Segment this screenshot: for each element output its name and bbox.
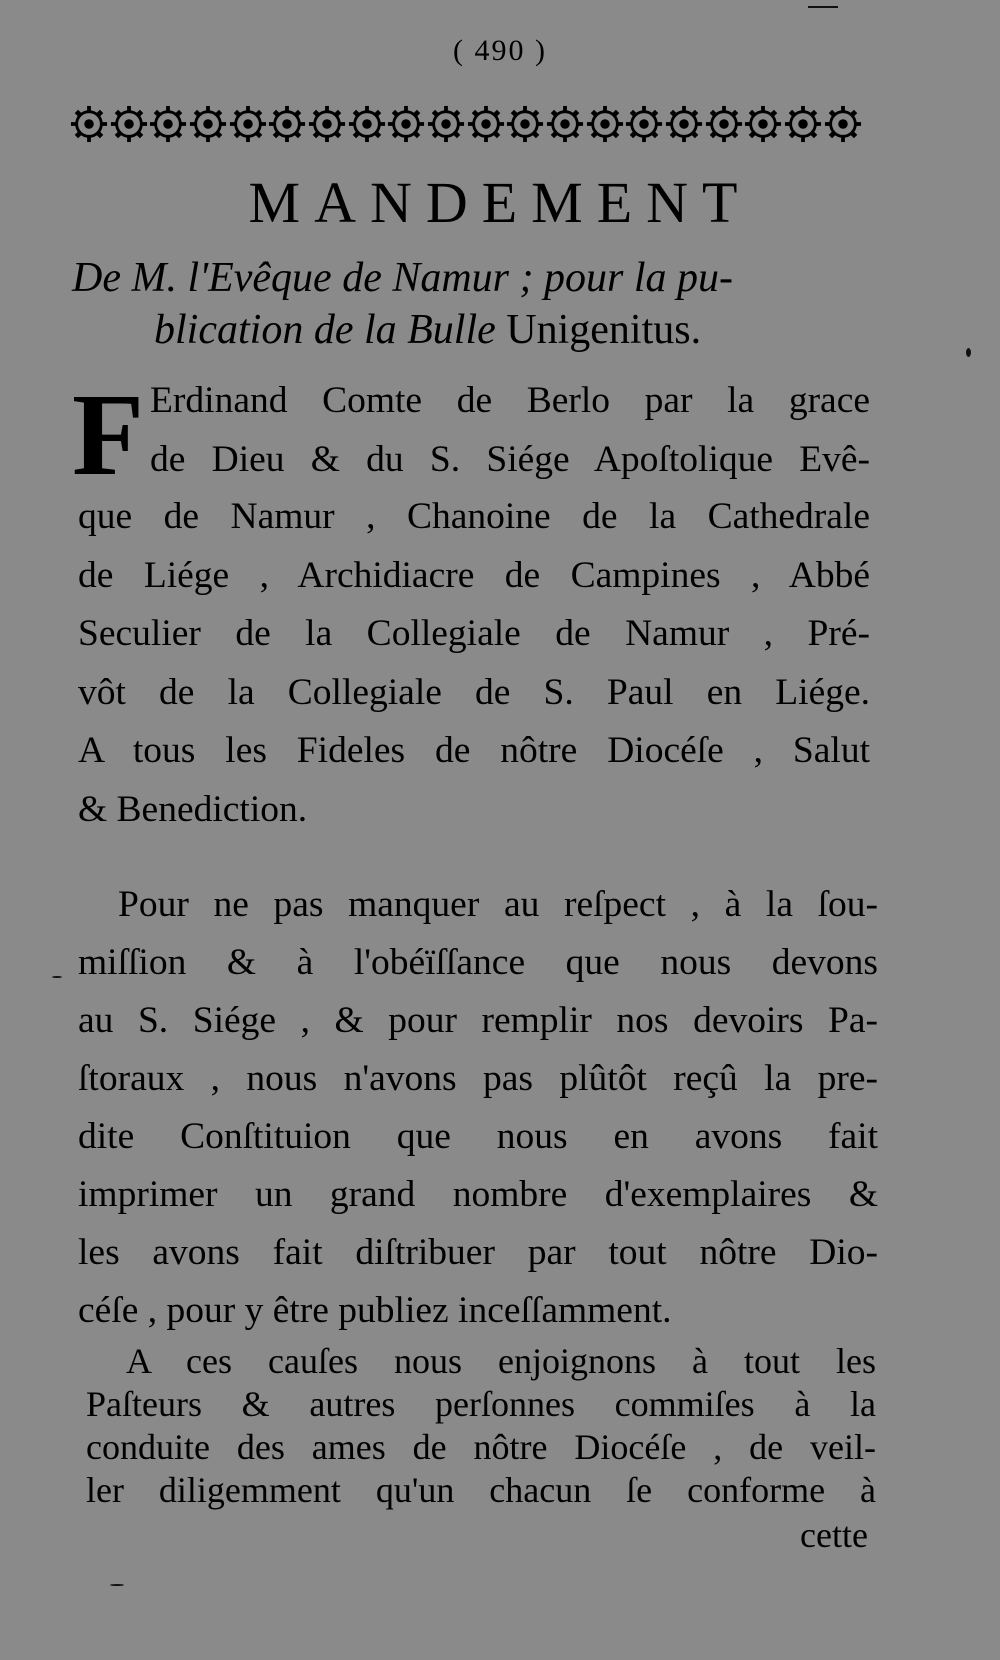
ornamental-border (70, 102, 862, 146)
fleuron-ornament (308, 105, 346, 143)
text-line: A ces cauſes nous enjoignons à tout les (126, 1341, 876, 1381)
fleuron-ornament (784, 105, 822, 143)
catchword: cette (800, 1515, 868, 1555)
text-line: de Liége , Archidiacre de Campines , Abbé (78, 554, 870, 596)
fleuron-ornament (189, 105, 227, 143)
text-line: les avons fait diſtribuer par tout nôtre Dio- (78, 1232, 878, 1273)
fleuron-ornament (824, 105, 862, 143)
fleuron-ornament (268, 105, 306, 143)
ink-speck (966, 348, 971, 357)
text-line: vôt de la Collegiale de S. Paul en Liége. (78, 671, 870, 713)
fleuron-ornament (427, 105, 465, 143)
text-line: dite Conſtituion que nous en avons fait (78, 1116, 878, 1157)
text-line: A tous les Fideles de nôtre Diocéſe , Salut (78, 730, 870, 771)
fleuron-ornament (348, 105, 386, 143)
paragraph-1 (78, 488, 870, 839)
subtitle (72, 252, 872, 356)
ink-speck (52, 976, 62, 978)
fleuron-ornament (467, 105, 505, 143)
fleuron-ornament (705, 105, 743, 143)
subtitle-line-2 (72, 304, 872, 356)
text-line: conduite des ames de nôtre Diocéſe , de veil- (86, 1427, 876, 1467)
text-line: imprimer un grand nombre d'exemplaires & (78, 1174, 878, 1215)
text-line: Erdinand Comte de Berlo par la grace (150, 380, 870, 421)
text-line: que de Namur , Chanoine de la Cathedrale (78, 496, 870, 537)
page-title: MANDEMENT (248, 170, 752, 235)
fleuron-ornament (546, 105, 584, 143)
fleuron-ornament (744, 105, 782, 143)
drop-cap: F (72, 369, 145, 500)
text-line: ler diligemment qu'un chacun ſe conforme à (86, 1470, 876, 1510)
text-line: au S. Siége , & pour remplir nos devoirs Pa- (78, 1000, 878, 1041)
fleuron-ornament (665, 105, 703, 143)
fleuron-ornament (586, 105, 624, 143)
ink-speck (808, 6, 838, 8)
text-line: Seculier de la Collegiale de Namur , Pré- (78, 613, 870, 654)
text-line: miſſion & à l'obéïſſance que nous devons (78, 942, 878, 983)
subtitle-italic-part: blication de la Bulle (154, 307, 507, 353)
text-line: Paſteurs & autres perſonnes commiſes à la (86, 1384, 876, 1424)
fleuron-ornament (110, 105, 148, 143)
text-line: ſtoraux , nous n'avons pas plûtôt reçû la pre- (78, 1058, 878, 1099)
text-line: Pour ne pas manquer au reſpect , à la ſou- (118, 884, 878, 925)
subtitle-line-1: De M. l'Evêque de Namur ; pour la pu- (72, 255, 734, 301)
ink-speck (110, 1584, 124, 1586)
fleuron-ornament (625, 105, 663, 143)
text-line: & Benediction. (78, 788, 308, 830)
paragraph-2 (78, 876, 878, 1340)
fleuron-ornament (70, 105, 108, 143)
fleuron-ornament (387, 105, 425, 143)
bull-name: Unigenitus. (506, 307, 702, 353)
paragraph-3 (86, 1340, 876, 1512)
text-line: de Dieu & du S. Siége Apoſtolique Evê- (150, 438, 870, 480)
fleuron-ornament (149, 105, 187, 143)
fleuron-ornament (506, 105, 544, 143)
fleuron-ornament (229, 105, 267, 143)
paragraph-1-dropcap-lines (150, 372, 870, 489)
text-line: céſe , pour y être publiez inceſſamment. (78, 1290, 672, 1331)
page-number: ( 490 ) (453, 34, 547, 67)
